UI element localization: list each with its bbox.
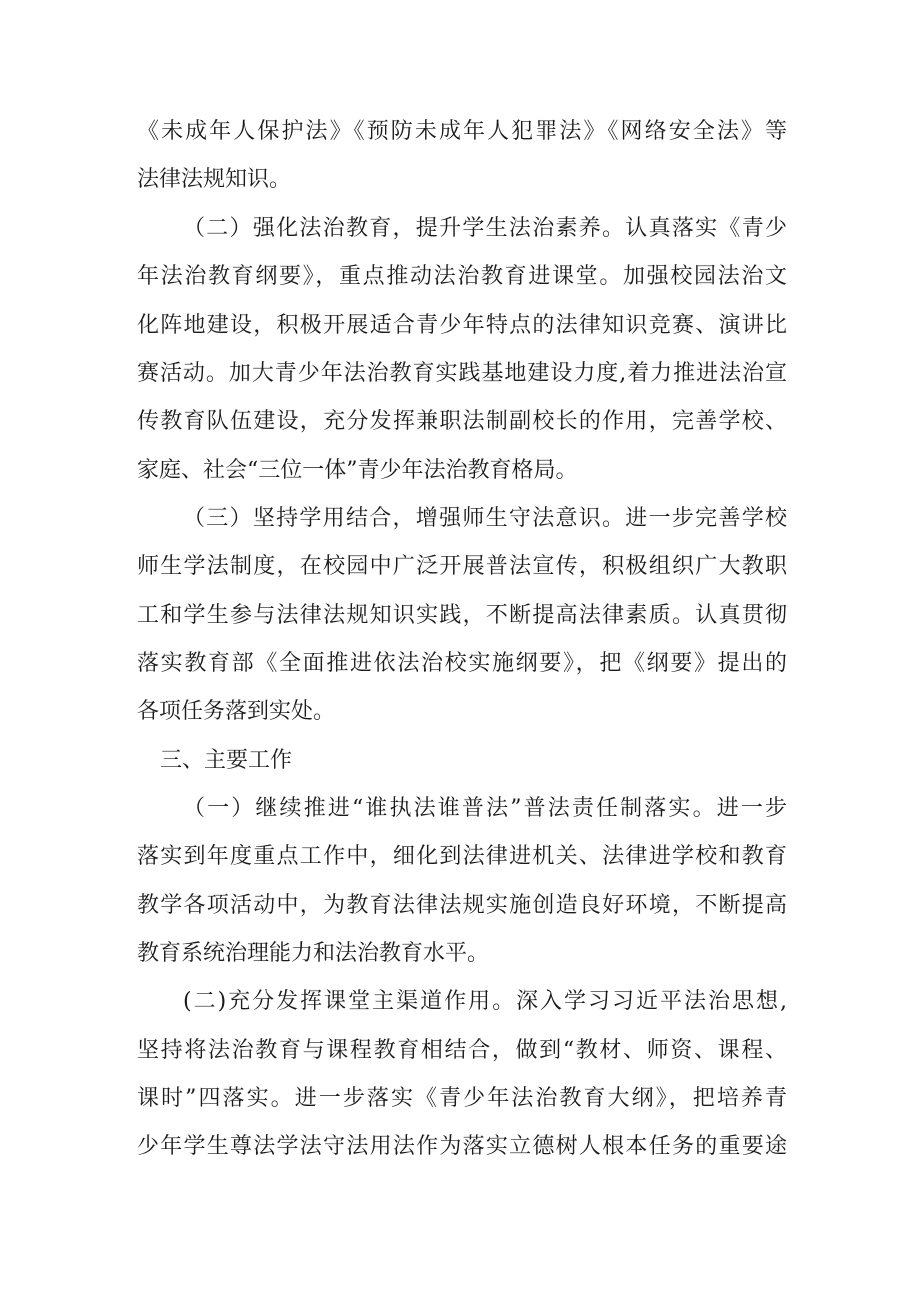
paragraph-line: 年法治教育纲要》，重点推动法治教育进课堂。加强校园法治文	[137, 264, 787, 289]
paragraph-line: 化阵地建设，积极开展适合青少年特点的法律知识竞赛、演讲比	[137, 313, 787, 338]
paragraph-line: 落实到年度重点工作中，细化到法律进机关、法律进学校和教育	[137, 844, 787, 869]
paragraph-line: 课时”四落实。进一步落实《青少年法治教育大纲》，把培养青	[137, 1086, 787, 1111]
paragraph-line: （二）强化法治教育，提升学生法治素养。认真落实《青少	[183, 216, 787, 241]
paragraph-line: 传教育队伍建设，充分发挥兼职法制副校长的作用，完善学校、	[137, 409, 787, 434]
paragraph-line: 少年学生尊法学法守法用法作为落实立德树人根本任务的重要途	[137, 1134, 787, 1159]
paragraph-line: 各项任务落到实处。	[137, 699, 336, 724]
paragraph-line: （三）坚持学用结合，增强师生守法意识。进一步完善学校	[183, 506, 787, 531]
paragraph-line: 坚持将法治教育与课程教育相结合，做到“教材、师资、课程、	[137, 1038, 787, 1063]
paragraph-line: 家庭、社会“三位一体”青少年法治教育格局。	[137, 458, 578, 483]
paragraph-line: (二)充分发挥课堂主渠道作用。深入学习习近平法治思想,	[183, 989, 787, 1014]
paragraph-line: 教学各项活动中，为教育法律法规实施创造良好环境，不断提高	[137, 893, 787, 918]
paragraph-line: 工和学生参与法律法规知识实践，不断提高法律素质。认真贯彻	[137, 603, 787, 628]
paragraph-line: 《未成年人保护法》《预防未成年人犯罪法》《网络安全法》等	[137, 119, 787, 144]
paragraph-line: 赛活动。加大青少年法治教育实践基地建设力度,着力推进法治宣	[137, 361, 787, 386]
paragraph-line: （一）继续推进“谁执法谁普法”普法责任制落实。进一步	[183, 796, 787, 821]
paragraph-line: 法律法规知识。	[137, 167, 292, 192]
section-heading: 三、主要工作	[160, 748, 293, 773]
paragraph-line: 师生学法制度，在校园中广泛开展普法宣传，积极组织广大教职	[137, 554, 787, 579]
paragraph-line: 落实教育部《全面推进依法治校实施纲要》，把《纲要》提出的	[137, 651, 787, 676]
paragraph-line: 教育系统治理能力和法治教育水平。	[137, 941, 490, 966]
